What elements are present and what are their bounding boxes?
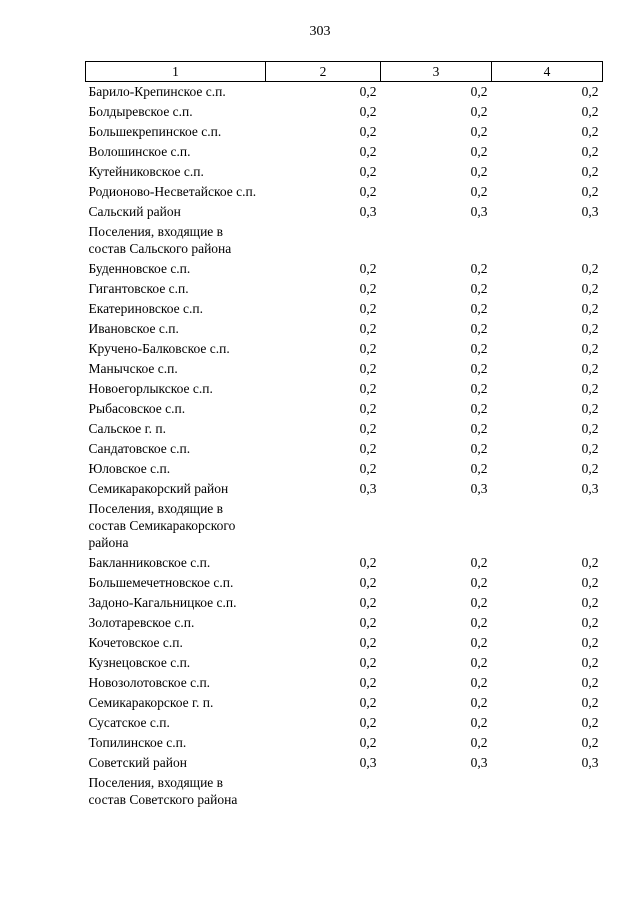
value-col2-cell: 0,2 [359,461,377,476]
value-col4-cell [492,499,603,553]
value-col4-cell: 0,2 [581,555,599,570]
value-col3-cell: 0,2 [470,735,488,750]
table-row [86,259,603,279]
table-row [86,459,603,479]
value-col3-cell: 0,2 [470,401,488,416]
value-col4-cell [492,222,603,259]
settlement-name-cell: Волошинское с.п. [88,144,191,159]
value-col3-cell: 0,2 [470,124,488,139]
settlement-name-cell: Рыбасовское с.п. [88,401,186,416]
value-col2-cell: 0,2 [359,281,377,296]
table-row [86,593,603,613]
data-table [85,61,603,810]
settlement-name-cell: Сандатовское с.п. [88,441,191,456]
value-col2-cell: 0,2 [359,341,377,356]
value-col4-cell: 0,2 [581,401,599,416]
settlement-name-cell: Семикаракорский район [88,481,229,496]
column-header-2: 2 [266,62,381,82]
value-col2-cell: 0,2 [359,361,377,376]
value-col2-cell: 0,3 [359,204,377,219]
settlement-name-cell: Кутейниковское с.п. [88,164,204,179]
column-header-1: 1 [86,62,266,82]
value-col2-cell: 0,2 [359,84,377,99]
value-col3-cell: 0,2 [470,341,488,356]
value-col3-cell [381,222,492,259]
settlement-name-cell: Новоегорлыкское с.п. [88,381,213,396]
table-body [86,82,603,811]
value-col3-cell: 0,2 [470,184,488,199]
value-col4-cell: 0,2 [581,655,599,670]
table-row [86,653,603,673]
value-col2-cell: 0,2 [359,655,377,670]
table-row [86,499,603,553]
value-col2-cell: 0,2 [359,675,377,690]
page-number: 303 [309,24,331,39]
value-col2-cell: 0,2 [359,321,377,336]
table-row [86,162,603,182]
value-col3-cell: 0,2 [470,595,488,610]
value-col2-cell: 0,2 [359,261,377,276]
table-row [86,733,603,753]
value-col3-cell [381,773,492,810]
value-col2-cell: 0,2 [359,615,377,630]
value-col3-cell: 0,3 [470,204,488,219]
settlement-name-cell: Советский район [88,755,187,770]
value-col2-cell: 0,3 [359,755,377,770]
table-row [86,279,603,299]
settlement-name-cell: Большемечетновское с.п. [88,575,234,590]
settlement-name-cell: Поселения, входящие в состав Сальского района [88,224,232,256]
column-header-4: 4 [492,62,603,82]
value-col4-cell: 0,2 [581,735,599,750]
settlement-name-cell: Бакланниковское с.п. [88,555,211,570]
column-header-3: 3 [381,62,492,82]
table-row [86,182,603,202]
table-row [86,319,603,339]
table-row [86,673,603,693]
value-col3-cell: 0,3 [470,755,488,770]
settlement-name-cell: Топилинское с.п. [88,735,187,750]
settlement-name-cell: Родионово-Несветайское с.п. [88,184,257,199]
value-col4-cell: 0,2 [581,104,599,119]
value-col3-cell: 0,2 [470,164,488,179]
settlement-name-cell: Сальское г. п. [88,421,167,436]
value-col2-cell: 0,2 [359,164,377,179]
table-row [86,102,603,122]
value-col4-cell: 0,2 [581,301,599,316]
settlement-name-cell: Юловское с.п. [88,461,171,476]
value-col4-cell: 0,3 [581,481,599,496]
settlement-name-cell: Екатериновское с.п. [88,301,203,316]
settlement-name-cell: Кручено-Балковское с.п. [88,341,230,356]
settlement-name-cell: Золотаревское с.п. [88,615,195,630]
settlement-name-cell: Болдыревское с.п. [88,104,193,119]
value-col2-cell: 0,2 [359,381,377,396]
value-col2-cell: 0,2 [359,595,377,610]
settlement-name-cell: Гигантовское с.п. [88,281,189,296]
value-col3-cell: 0,3 [470,481,488,496]
value-col4-cell: 0,2 [581,421,599,436]
value-col4-cell: 0,2 [581,144,599,159]
value-col3-cell: 0,2 [470,84,488,99]
value-col4-cell: 0,2 [581,695,599,710]
table-row [86,222,603,259]
settlement-name-cell: Задоно-Кагальницкое с.п. [88,595,237,610]
value-col3-cell: 0,2 [470,695,488,710]
settlement-name-cell: Кочетовское с.п. [88,635,183,650]
value-col4-cell: 0,3 [581,204,599,219]
value-col4-cell: 0,2 [581,321,599,336]
table-row [86,299,603,319]
table-row [86,753,603,773]
value-col2-cell: 0,2 [359,301,377,316]
table-row [86,613,603,633]
value-col3-cell: 0,2 [470,635,488,650]
value-col2-cell: 0,2 [359,104,377,119]
table-row [86,439,603,459]
table-row [86,419,603,439]
value-col4-cell: 0,2 [581,595,599,610]
value-col4-cell: 0,2 [581,461,599,476]
value-col3-cell: 0,2 [470,321,488,336]
table-row [86,479,603,499]
settlement-name-cell: Сусатское с.п. [88,715,170,730]
value-col3-cell: 0,2 [470,615,488,630]
value-col4-cell: 0,2 [581,675,599,690]
settlement-name-cell: Поселения, входящие в состав Семикаракорского района [88,501,236,550]
table-row [86,359,603,379]
value-col3-cell: 0,2 [470,261,488,276]
table-row [86,399,603,419]
value-col2-cell [266,499,381,553]
value-col2-cell [266,222,381,259]
value-col3-cell: 0,2 [470,675,488,690]
value-col2-cell: 0,2 [359,401,377,416]
value-col2-cell: 0,2 [359,695,377,710]
value-col2-cell: 0,2 [359,184,377,199]
value-col4-cell: 0,2 [581,575,599,590]
value-col2-cell: 0,2 [359,575,377,590]
value-col4-cell: 0,2 [581,441,599,456]
table-row [86,633,603,653]
value-col4-cell: 0,3 [581,755,599,770]
value-col2-cell: 0,2 [359,124,377,139]
value-col3-cell: 0,2 [470,461,488,476]
value-col4-cell: 0,2 [581,124,599,139]
value-col4-cell: 0,2 [581,361,599,376]
table-header [86,62,603,82]
value-col2-cell: 0,2 [359,635,377,650]
value-col3-cell: 0,2 [470,715,488,730]
value-col2-cell: 0,2 [359,421,377,436]
value-col4-cell: 0,2 [581,715,599,730]
settlement-name-cell: Поселения, входящие в состав Советского района [88,775,238,807]
table-row [86,202,603,222]
table-row [86,773,603,810]
value-col2-cell: 0,2 [359,441,377,456]
settlement-name-cell: Манычское с.п. [88,361,178,376]
value-col4-cell: 0,2 [581,164,599,179]
value-col3-cell: 0,2 [470,441,488,456]
table-row [86,142,603,162]
table-row [86,339,603,359]
settlement-name-cell: Новозолотовское с.п. [88,675,211,690]
header-row [86,62,603,82]
value-col3-cell: 0,2 [470,281,488,296]
value-col3-cell: 0,2 [470,555,488,570]
value-col3-cell [381,499,492,553]
value-col4-cell: 0,2 [581,615,599,630]
settlement-name-cell: Буденновское с.п. [88,261,191,276]
value-col2-cell [266,773,381,810]
value-col3-cell: 0,2 [470,301,488,316]
table-row [86,573,603,593]
table-row [86,553,603,573]
table-row [86,122,603,142]
settlement-name-cell: Большекрепинское с.п. [88,124,222,139]
settlement-name-cell: Семикаракорское г. п. [88,695,214,710]
table-row [86,379,603,399]
value-col3-cell: 0,2 [470,381,488,396]
value-col2-cell: 0,2 [359,555,377,570]
value-col4-cell: 0,2 [581,261,599,276]
value-col3-cell: 0,2 [470,655,488,670]
value-col4-cell: 0,2 [581,281,599,296]
value-col2-cell: 0,2 [359,735,377,750]
value-col2-cell: 0,3 [359,481,377,496]
value-col3-cell: 0,2 [470,421,488,436]
value-col4-cell: 0,2 [581,635,599,650]
value-col3-cell: 0,2 [470,144,488,159]
value-col4-cell [492,773,603,810]
value-col3-cell: 0,2 [470,104,488,119]
table-row [86,713,603,733]
settlement-name-cell: Барило-Крепинское с.п. [88,84,226,99]
value-col4-cell: 0,2 [581,84,599,99]
settlement-name-cell: Сальский район [88,204,181,219]
value-col4-cell: 0,2 [581,341,599,356]
settlement-name-cell: Ивановское с.п. [88,321,179,336]
value-col2-cell: 0,2 [359,715,377,730]
value-col4-cell: 0,2 [581,184,599,199]
value-col3-cell: 0,2 [470,361,488,376]
value-col2-cell: 0,2 [359,144,377,159]
table-row [86,693,603,713]
settlement-name-cell: Кузнецовское с.п. [88,655,191,670]
table-row [86,82,603,103]
value-col3-cell: 0,2 [470,575,488,590]
value-col4-cell: 0,2 [581,381,599,396]
